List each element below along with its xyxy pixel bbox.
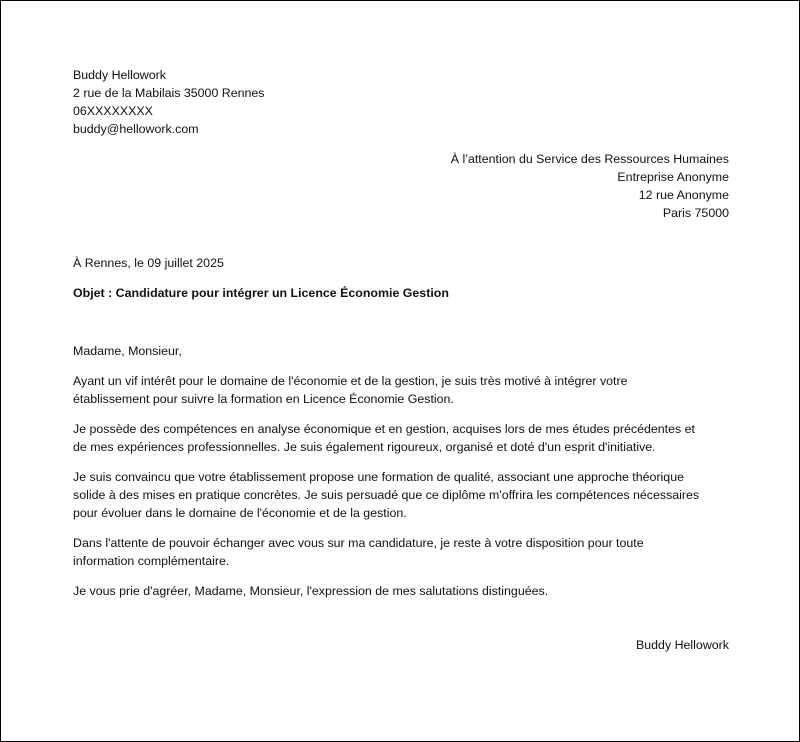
paragraph-line: Je possède des compétences en analyse économique et en gestion, acquises lors de mes études précédentes et — [73, 422, 695, 436]
paragraph-line: Je suis convaincu que votre établissement propose une formation de qualité, associant une approche théorique — [73, 470, 684, 484]
paragraph-line: établissement pour suivre la formation en Licence Économie Gestion. — [73, 392, 454, 406]
paragraph-line: Je vous prie d'agréer, Madame, Monsieur, l'expression de mes salutations distinguées. — [73, 584, 549, 598]
recipient-street: 12 rue Anonyme — [638, 188, 729, 202]
paragraph-1 — [73, 372, 729, 408]
sender-email: buddy@hellowork.com — [73, 122, 199, 136]
salutation: Madame, Monsieur, — [73, 344, 182, 358]
paragraph-2 — [73, 420, 729, 456]
sender-phone: 06XXXXXXXX — [73, 104, 153, 118]
sender-name: Buddy Hellowork — [73, 68, 166, 82]
paragraph-3 — [73, 468, 729, 522]
paragraph-line: information complémentaire. — [73, 554, 230, 568]
recipient-block — [73, 150, 729, 222]
recipient-company: Entreprise Anonyme — [617, 170, 729, 184]
paragraph-line: Dans l'attente de pouvoir échanger avec vous sur ma candidature, je reste à votre disposition pour toute — [73, 536, 644, 550]
sender-address: 2 rue de la Mabilais 35000 Rennes — [73, 86, 265, 100]
paragraph-line: solide à des mises en pratique concrètes. Je suis persuadé que ce diplôme m'offrira les compétences nécessaires — [73, 488, 700, 502]
recipient-city: Paris 75000 — [662, 206, 729, 220]
paragraph-4 — [73, 534, 729, 570]
subject-line: Objet : Candidature pour intégrer un Licence Économie Gestion — [73, 286, 449, 300]
paragraph-line: Ayant un vif intérêt pour le domaine de l'économie et de la gestion, je suis très motivé à intégrer votre — [73, 374, 628, 388]
letter-content — [73, 66, 729, 654]
sender-block — [73, 66, 729, 138]
signature: Buddy Hellowork — [636, 638, 729, 652]
paragraph-line: de mes expériences professionnelles. Je suis également rigoureux, organisé et doté d'un esprit d'initiative. — [73, 440, 656, 454]
paragraph-line: pour évoluer dans le domaine de l'économie et de la gestion. — [73, 506, 407, 520]
recipient-attention: À l’attention du Service des Ressources Humaines — [450, 152, 729, 166]
paragraph-5 — [73, 582, 729, 600]
date-line: À Rennes, le 09 juillet 2025 — [73, 256, 224, 270]
